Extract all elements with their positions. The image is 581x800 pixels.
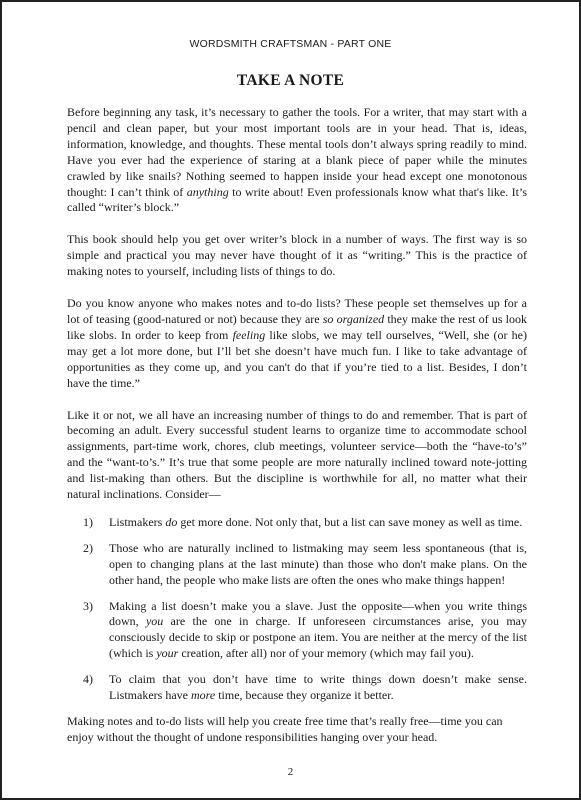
list-item — [67, 515, 527, 531]
list-item-emphasis: you — [145, 614, 164, 629]
paragraph-3-text-b: they make the rest of us look like slobs. In order to keep from — [67, 311, 527, 342]
numbered-list — [67, 515, 527, 704]
list-item — [67, 541, 527, 589]
list-item-text-b: get more done. Not only that, but a list can save money as well as time. — [177, 514, 523, 529]
paragraph-2: This book should help you get over writer’s block in a number of ways. The first way is so simple and practical you may never have thought of it as “writing.” This is the practice of making notes to yourself, including lists of things to do. — [67, 232, 527, 279]
paragraph-3-emphasis-2: feeling — [232, 327, 266, 342]
list-item-text: Those who are naturally inclined to listmaking may seem less spontaneous (that is, open to changing plans at the last minute) than those who don't make plans. On the other hand, the people who make lists are often the ones who make things happen! — [109, 540, 527, 587]
list-item — [67, 672, 527, 704]
list-item-number: 1) — [83, 514, 93, 529]
paragraph-3-text-c: like slobs, we may tell ourselves, “Well, she (or he) may get a lot more done, but I’ll bet she doesn’t have much fun. I like to take advantage of opportunities as they come up, and you can't do that if you’re tied to a list. Besides, I don’t have the time.” — [67, 327, 527, 390]
paragraph-4: Like it or not, we all have an increasing number of things to do and remember. That is part of becoming an adult. Every successful student learns to organize time to accommodate school assignments, part-time work, chores, club meetings, volunteer service—both the “have-to’s” and the “want-to’s.” It’s true that some people are more naturally inclined toward note-jotting and list-making than others. But the discipline is worthwhile for all, no matter what their natural inclinations. Consider— — [67, 407, 527, 502]
list-item-number: 2) — [83, 540, 93, 555]
paragraph-1-emphasis: anything — [186, 184, 229, 199]
list-item-number: 4) — [83, 672, 93, 687]
page-number: 2 — [287, 766, 294, 778]
paragraph-3 — [67, 296, 527, 391]
list-item-emphasis: do — [165, 514, 178, 529]
paragraph-5: Making notes and to-do lists will help you create free time that’s really free—time you can enjoy without the thought of undone responsibilities hanging over your head. — [67, 714, 503, 744]
body-text — [67, 105, 527, 762]
list-item-number: 3) — [83, 598, 93, 613]
paragraph-1-text-a: Before beginning any task, it’s necessary to gather the tools. For a writer, that may start with a pencil and clean paper, but your most important tools are in your head. That is, ideas, information, knowledge, and thoughts. These mental tools don’t always spring readily to mind. Have you ever had the experience of staring at a blank piece of paper while the minutes crawled by like snails? Nothing seemed to happen inside your head except one monotonous thought: I can’t think of — [67, 105, 527, 199]
list-item-emphasis-2: your — [156, 646, 179, 661]
paragraph-1-text-b: to write about! Even professionals know what that's like. It’s called “writer’s block.” — [67, 184, 527, 215]
paragraph-3-text-a: Do you know anyone who makes notes and to-do lists? These people set themselves up for a lot of teasing (good-natured or not) because they are — [67, 296, 527, 326]
list-item-emphasis: more — [190, 688, 216, 703]
list-item-text-b: are the one in charge. If unforeseen circumstances arise, you may consciously decide to skip or postpone an item. You are neither at the mercy of the list (which is — [109, 614, 528, 661]
list-item — [67, 599, 527, 663]
running-head: WORDSMITH CRAFTSMAN - PART ONE — [189, 38, 392, 50]
paragraph-3-emphasis-1: so organized — [322, 311, 385, 326]
list-item-text-b: time, because they organize it better. — [215, 688, 394, 703]
paragraph-1 — [67, 105, 527, 216]
list-item-text-c: creation, after all) nor of your memory (which may fail you). — [178, 646, 474, 661]
list-item-text-a: Listmakers — [109, 514, 166, 529]
list-item-text-a: Making a list doesn’t make you a slave. Just the opposite—when you write things down, — [109, 598, 527, 629]
list-item-text-a: To claim that you don’t have time to write things down doesn’t make sense. Listmakers have — [109, 672, 527, 703]
page-title: TAKE A NOTE — [236, 72, 345, 89]
